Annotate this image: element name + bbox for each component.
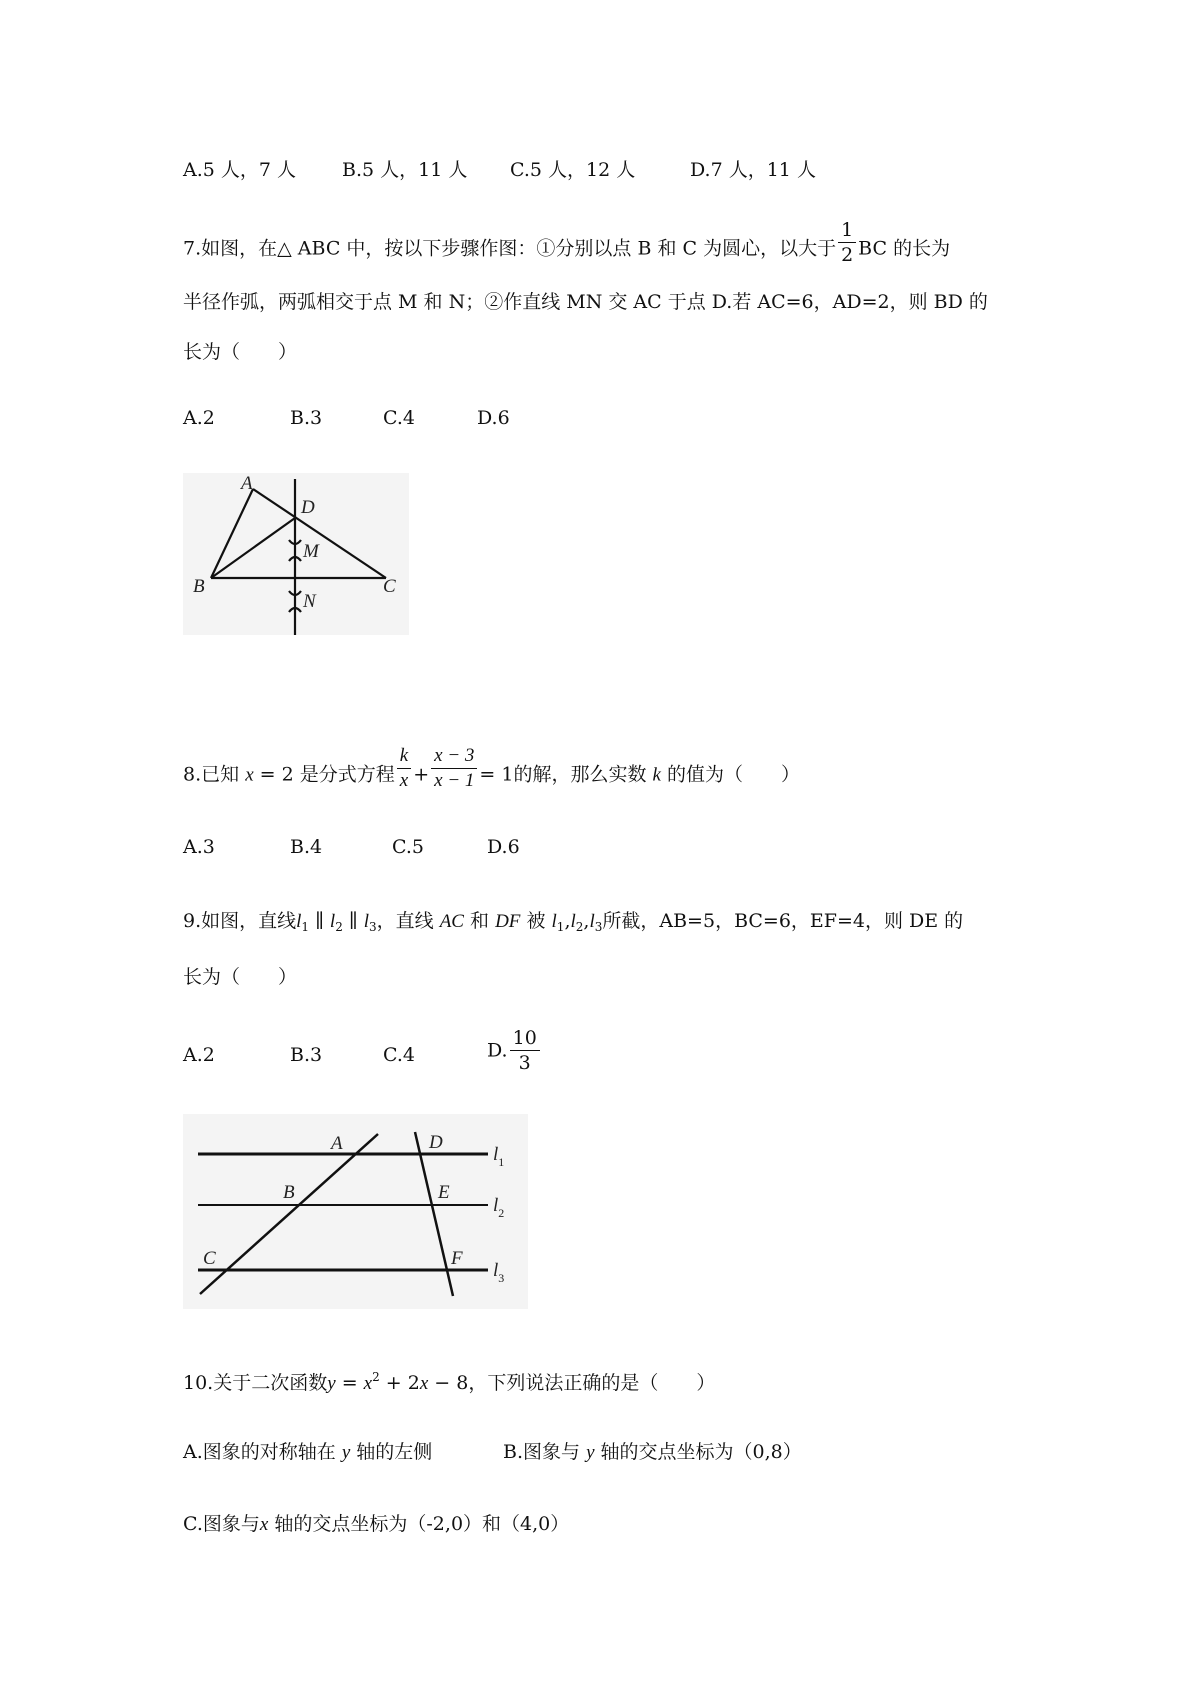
q9-var-ac: AC bbox=[439, 911, 464, 932]
q9-option-c: C.4 bbox=[383, 1044, 415, 1066]
label-a: A bbox=[241, 473, 253, 494]
q7-line-3: 长为（ ） bbox=[183, 341, 298, 363]
q7-line-2: 半径作弧，两弧相交于点 M 和 N；②作直线 MN 交 AC 于点 D.若 AC=6，AD=2，则 BD 的 bbox=[183, 291, 988, 313]
q8-text: = 1 bbox=[479, 763, 514, 786]
q7-line-1 bbox=[183, 219, 951, 267]
q10-text: 10.关于二次函数 bbox=[183, 1372, 328, 1394]
q8-text: 的解，那么实数 bbox=[513, 763, 647, 786]
label-b: B bbox=[193, 576, 205, 597]
q7-text: 7.如图，在 bbox=[183, 237, 278, 260]
q9-text: 9.如图，直线 bbox=[183, 910, 297, 932]
q10-option-a: A.图象的对称轴在 y 轴的左侧 bbox=[183, 1441, 433, 1463]
q8-plus: + bbox=[413, 763, 430, 786]
q9-option-d: D. $\frac{10}{3}$ bbox=[487, 1026, 542, 1075]
label-n: N bbox=[303, 591, 316, 612]
q10-option-b: B.图象与 y 轴的交点坐标为（0,8） bbox=[503, 1441, 802, 1463]
q9-option-a: A.2 bbox=[183, 1044, 215, 1066]
q8-var-k: k bbox=[652, 764, 661, 786]
q9-text: 所截，AB=5，BC=6，EF=4，则 DE 的 bbox=[602, 910, 964, 932]
label-c: C bbox=[203, 1248, 216, 1269]
label-b: B bbox=[283, 1182, 295, 1203]
q8-option-b: B.4 bbox=[290, 836, 323, 858]
q7-option-a: A.2 bbox=[183, 407, 215, 429]
q8-line bbox=[183, 745, 801, 793]
q8-option-d: D.6 bbox=[487, 836, 520, 858]
label-l1: $l_1$ bbox=[493, 1144, 505, 1169]
q8-text: 8.已知 bbox=[183, 763, 240, 786]
label-e: E bbox=[438, 1182, 450, 1203]
label-c: C bbox=[383, 576, 396, 597]
q8-option-a: A.3 bbox=[183, 836, 215, 858]
q8-text: 的值为（ ） bbox=[667, 763, 801, 786]
q9-line-1: 9.如图，直线$l_1$ ∥ $l_2$ ∥ $l_3$，直线 AC 和 DF 被 $l_1,l_2,l_3$所截，AB=5，BC=6，EF=4，则 DE 的 bbox=[183, 910, 964, 934]
q9-line-2: 长为（ ） bbox=[183, 966, 298, 988]
label-l3: $l_3$ bbox=[493, 1260, 505, 1285]
q6-option-a: A.5 人，7 人 bbox=[183, 159, 297, 181]
q8-option-c: C.5 bbox=[392, 836, 424, 858]
q8-fraction-2: $\frac{x - 3}{x - 1}$ bbox=[431, 744, 477, 793]
q7-triangle-figure bbox=[183, 473, 409, 635]
label-d: D bbox=[429, 1132, 443, 1153]
q7-option-d: D.6 bbox=[477, 407, 510, 429]
q10-line: 10.关于二次函数$y = x^2 + 2x - 8$，下列说法正确的是（ ） bbox=[183, 1370, 716, 1394]
q9-var-df: DF bbox=[495, 911, 521, 932]
label-f: F bbox=[451, 1248, 463, 1269]
label-d: D bbox=[301, 497, 315, 518]
label-m: M bbox=[303, 541, 319, 562]
q8-text: 是分式方程 bbox=[299, 763, 395, 786]
q7-option-b: B.3 bbox=[290, 407, 323, 429]
q8-text: = 2 bbox=[259, 763, 294, 786]
label-l2: $l_2$ bbox=[493, 1195, 505, 1220]
q7-text: △ ABC 中，按以下步骤作图：①分别以点 B 和 C 为圆心，以大于 bbox=[277, 237, 837, 260]
q7-text: BC 的长为 bbox=[858, 237, 951, 260]
label-a: A bbox=[331, 1133, 343, 1154]
q10-option-c: C.图象与x 轴的交点坐标为（-2,0）和（4,0） bbox=[183, 1513, 570, 1535]
q6-option-d: D.7 人，11 人 bbox=[690, 159, 816, 181]
q7-option-c: C.4 bbox=[383, 407, 415, 429]
q7-fraction: $\frac{1}{2}$ bbox=[838, 218, 856, 267]
q9-parallel-lines-figure bbox=[183, 1114, 528, 1309]
q8-fraction-1: $\frac{k}{x}$ bbox=[397, 744, 411, 793]
q6-option-b: B.5 人，11 人 bbox=[342, 159, 468, 181]
q9-option-b: B.3 bbox=[290, 1044, 323, 1066]
q8-var-x: x bbox=[245, 764, 254, 786]
q10-text: ，下列说法正确的是（ ） bbox=[468, 1372, 716, 1394]
q6-option-c: C.5 人，12 人 bbox=[510, 159, 636, 181]
segment-ab bbox=[211, 489, 253, 578]
segment-bd bbox=[211, 518, 295, 578]
